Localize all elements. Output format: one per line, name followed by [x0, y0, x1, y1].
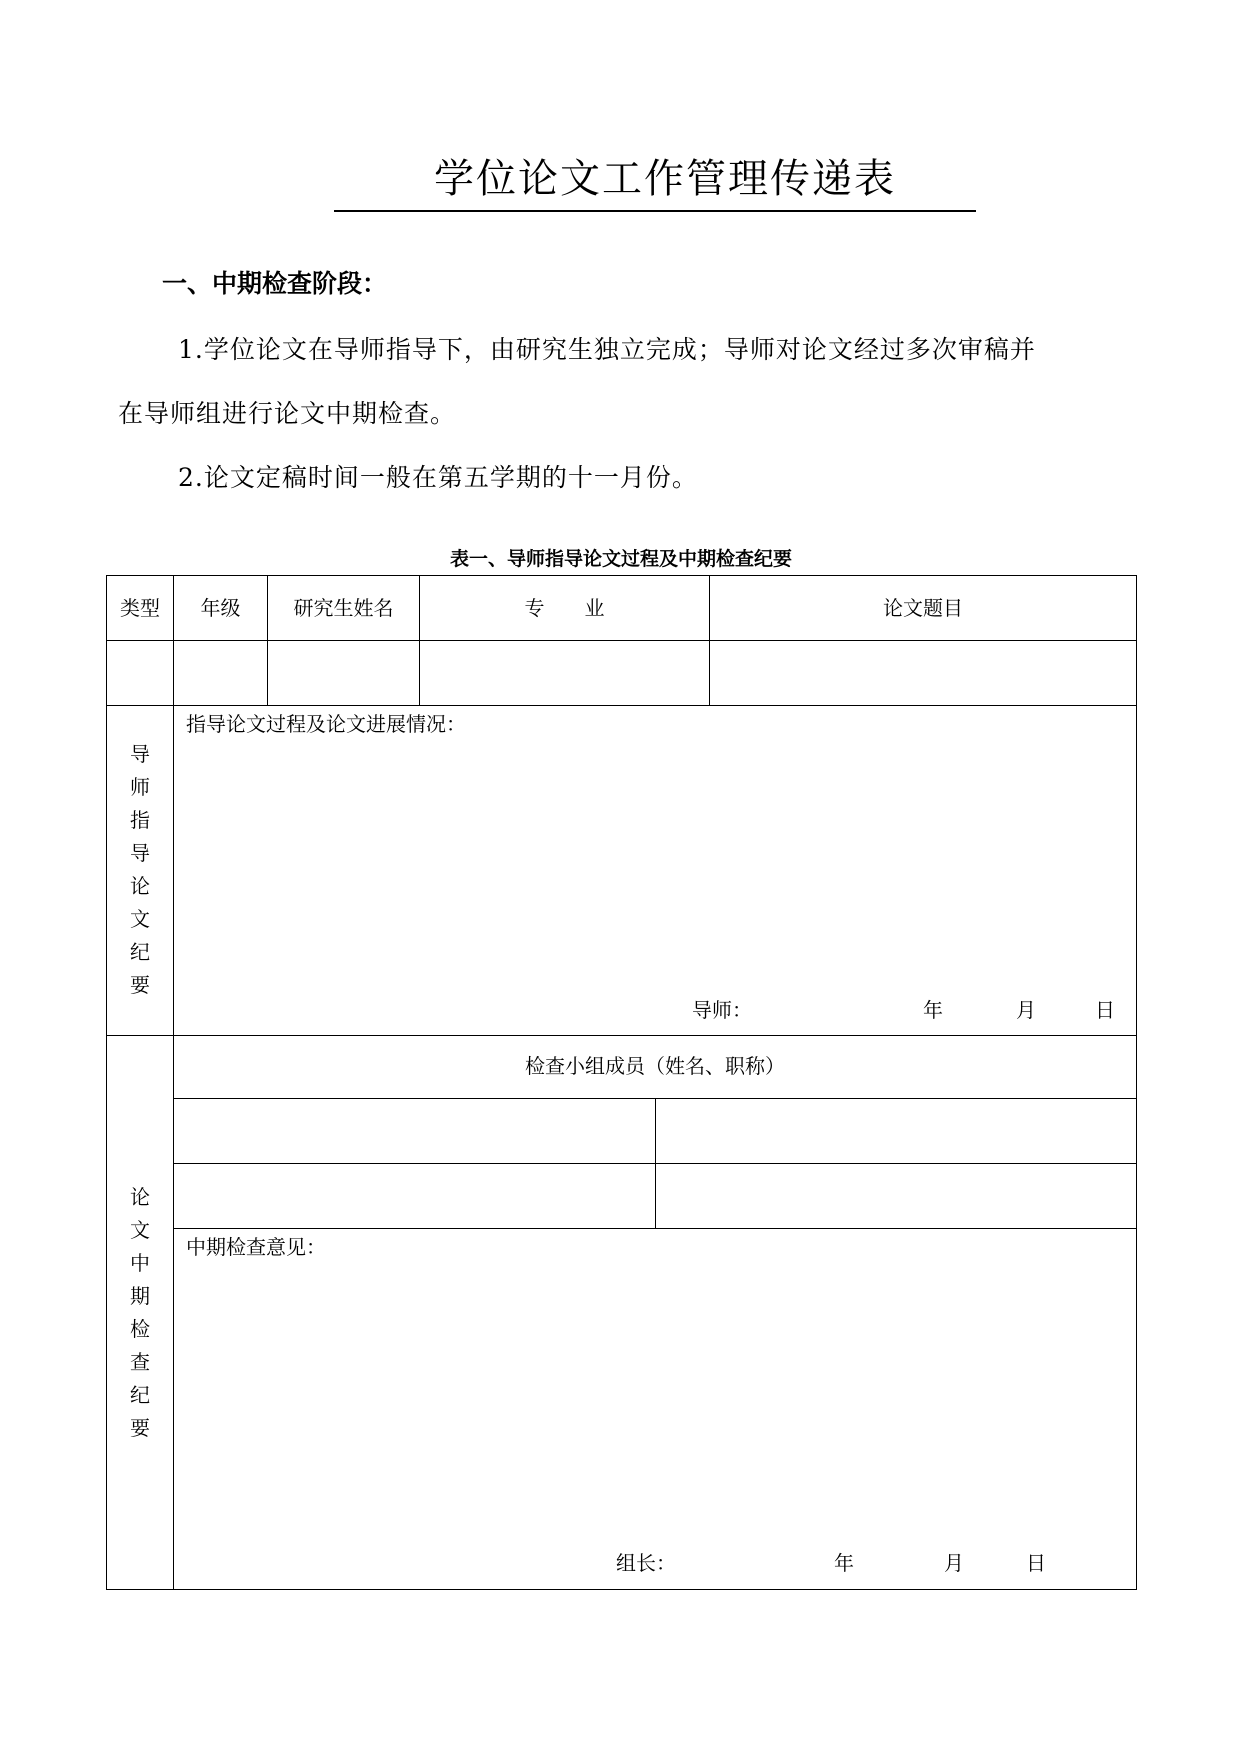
- advisor-label-char: 论: [130, 874, 150, 898]
- advisor-side-label-cell: [106, 705, 174, 1036]
- midterm-label-char: 论: [130, 1185, 150, 1209]
- header-cell-type: [106, 575, 174, 641]
- field-student-name[interactable]: [267, 640, 420, 706]
- member-field-1[interactable]: [173, 1098, 656, 1164]
- header-thesis-title: 论文题目: [883, 596, 963, 620]
- paragraph-1-line-2: 在导师组进行论文中期检查。: [118, 399, 457, 428]
- midterm-label-char: 检: [130, 1317, 150, 1341]
- header-cell-thesis-title: [709, 575, 1137, 641]
- midterm-opinion-prompt: 中期检查意见：: [186, 1235, 326, 1259]
- midterm-opinion-field[interactable]: [173, 1228, 1137, 1590]
- header-cell-student-name: [267, 575, 420, 641]
- member-field-4[interactable]: [655, 1163, 1137, 1229]
- field-major[interactable]: [419, 640, 710, 706]
- header-student-name: 研究生姓名: [293, 596, 394, 620]
- header-grade: 年级: [200, 596, 241, 620]
- members-header: 检查小组成员（姓名、职称）: [525, 1054, 785, 1078]
- leader-sign-label: 组长：: [616, 1551, 676, 1575]
- leader-day-label: 日: [1026, 1551, 1046, 1575]
- midterm-label-char: 期: [130, 1284, 150, 1308]
- section-heading: 一、中期检查阶段：: [162, 269, 388, 298]
- midterm-side-label: [107, 1181, 173, 1445]
- advisor-label-char: 指: [130, 808, 150, 832]
- header-type: 类型: [120, 596, 160, 620]
- advisor-year-label: 年: [923, 998, 943, 1022]
- header-cell-grade: [173, 575, 268, 641]
- advisor-label-char: 导: [130, 742, 150, 766]
- advisor-label-char: 师: [130, 775, 150, 799]
- advisor-side-label: [107, 738, 173, 1002]
- document-title-underline: [334, 148, 976, 212]
- advisor-month-label: 月: [1016, 998, 1036, 1022]
- advisor-label-char: 纪: [130, 940, 150, 964]
- advisor-sign-label: 导师：: [692, 998, 752, 1022]
- field-type[interactable]: [106, 640, 174, 706]
- field-grade[interactable]: [173, 640, 268, 706]
- advisor-label-char: 导: [130, 841, 150, 865]
- progress-table: [106, 575, 1137, 1590]
- advisor-notes-prompt: 指导论文过程及论文进展情况：: [186, 712, 466, 736]
- field-thesis-title[interactable]: [709, 640, 1137, 706]
- paragraph-1-line-1: 1.学位论文在导师指导下，由研究生独立完成；导师对论文经过多次审稿并: [178, 335, 1036, 364]
- advisor-notes-field[interactable]: [173, 705, 1137, 1036]
- leader-month-label: 月: [944, 1551, 964, 1575]
- advisor-day-label: 日: [1095, 998, 1115, 1022]
- table-caption: 表一、导师指导论文过程及中期检查纪要: [449, 548, 792, 570]
- members-header-cell: [173, 1035, 1137, 1099]
- midterm-label-char: 中: [130, 1251, 150, 1275]
- advisor-label-char: 要: [130, 973, 150, 997]
- midterm-label-char: 查: [130, 1350, 150, 1374]
- document-title: 学位论文工作管理传递表: [434, 156, 896, 202]
- leader-year-label: 年: [834, 1551, 854, 1575]
- member-field-3[interactable]: [173, 1163, 656, 1229]
- midterm-side-label-cell: [106, 1035, 174, 1590]
- midterm-label-char: 要: [130, 1416, 150, 1440]
- paragraph-2: 2.论文定稿时间一般在第五学期的十一月份。: [178, 463, 698, 492]
- advisor-label-char: 文: [130, 907, 150, 931]
- header-major: 专 业: [524, 596, 605, 620]
- member-field-2[interactable]: [655, 1098, 1137, 1164]
- midterm-label-char: 文: [130, 1218, 150, 1242]
- header-cell-major: [419, 575, 710, 641]
- midterm-label-char: 纪: [130, 1383, 150, 1407]
